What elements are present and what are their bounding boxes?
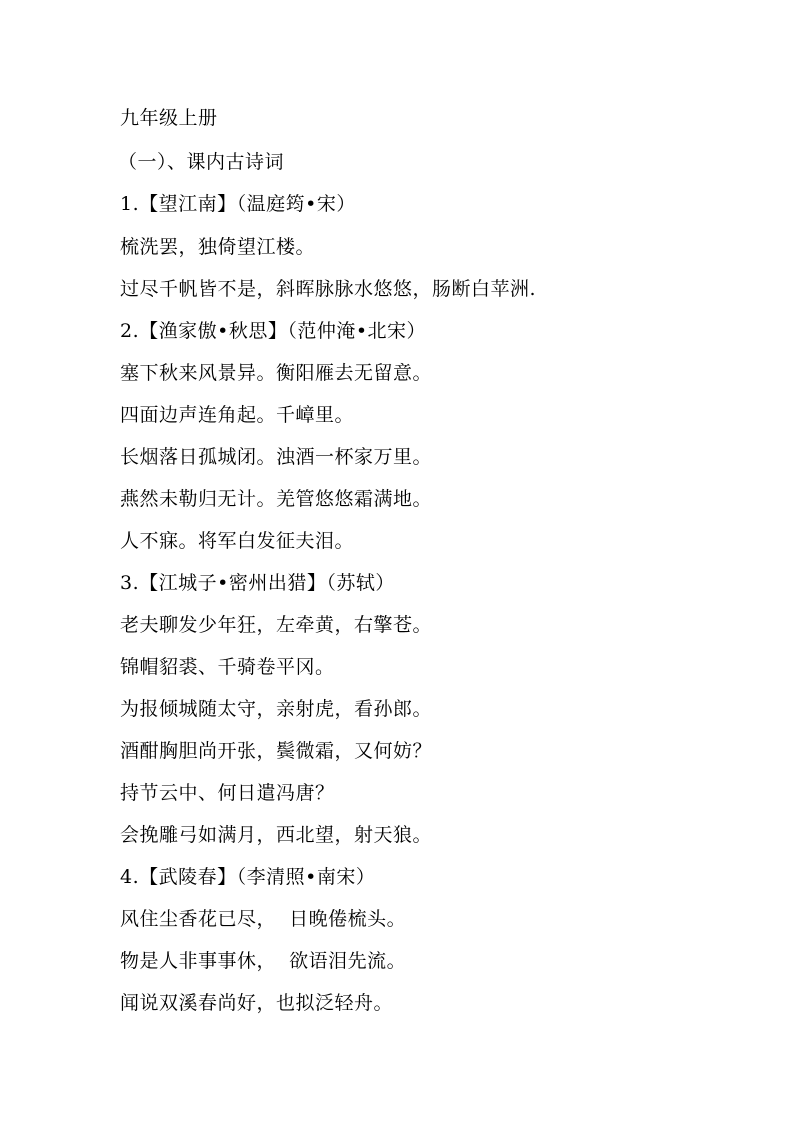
poem-line: 梳洗罢，独倚望江楼。 <box>120 236 316 258</box>
poem-line: 锦帽貂裘、千骑卷平冈。 <box>120 656 335 678</box>
poem-line: 四面边声连角起。千嶂里。 <box>120 404 355 426</box>
poem-title-4: 4.【武陵春】（李清照•南宋） <box>120 866 376 888</box>
poem-title-1: 1.【望江南】（温庭筠•宋） <box>120 193 356 215</box>
poem-line: 燕然未勒归无计。羌管悠悠霜满地。 <box>120 488 433 510</box>
poem-line: 塞下秋来风景异。衡阳雁去无留意。 <box>120 362 433 384</box>
poem-line: 老夫聊发少年狂，左牵黄，右擎苍。 <box>120 614 433 636</box>
poem-line: 物是人非事事休， 欲语泪先流。 <box>120 950 407 972</box>
section-heading: （一）、课内古诗词 <box>118 151 285 173</box>
poem-line: 过尽千帆皆不是，斜晖脉脉水悠悠，肠断白苹洲. <box>120 278 537 300</box>
poem-line: 风住尘香花已尽， 日晚倦梳头。 <box>120 908 407 930</box>
poem-line: 酒酣胸胆尚开张，鬓微霜，又何妨？ <box>120 740 433 762</box>
poem-line: 为报倾城随太守，亲射虎，看孙郎。 <box>120 698 433 720</box>
poem-line: 长烟落日孤城闭。浊酒一杯家万里。 <box>120 446 433 468</box>
grade-heading: 九年级上册 <box>120 107 218 129</box>
poem-line: 人不寐。将军白发征夫泪。 <box>120 530 355 552</box>
poem-line: 会挽雕弓如满月，西北望，射天狼。 <box>120 824 433 846</box>
poem-title-3: 3.【江城子•密州出猎】（苏轼） <box>120 572 395 594</box>
poem-line: 闻说双溪春尚好，也拟泛轻舟。 <box>120 992 394 1014</box>
poem-title-2: 2.【渔家傲•秋思】（范仲淹•北宋） <box>120 320 427 342</box>
poem-line: 持节云中、何日遣冯唐？ <box>120 782 335 804</box>
